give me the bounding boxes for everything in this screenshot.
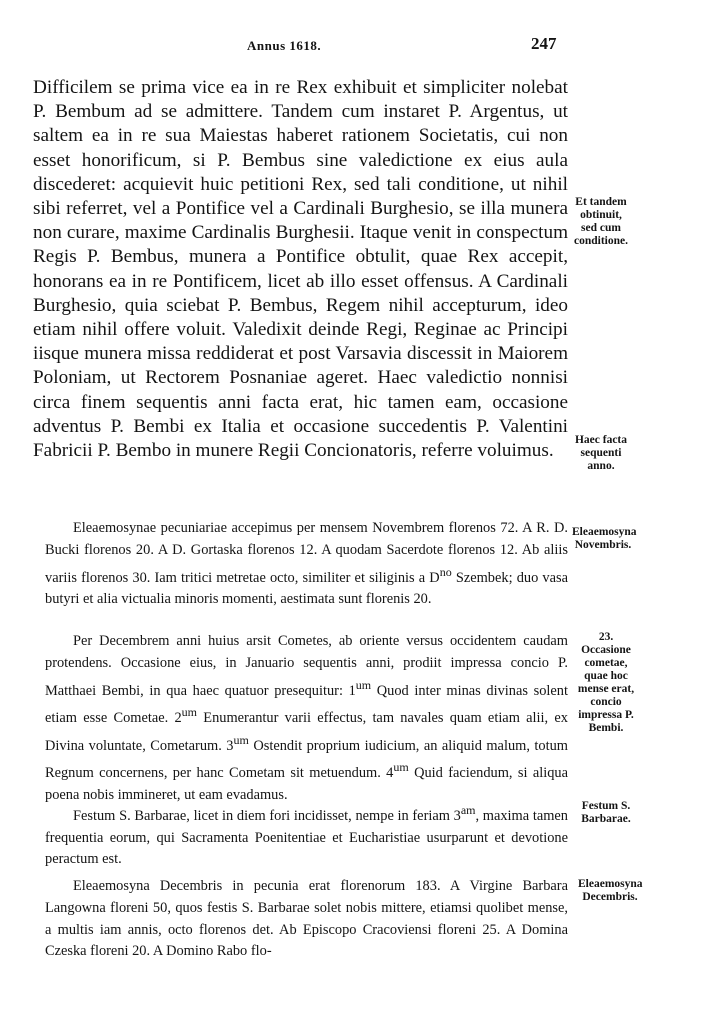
paragraph-eleemosynae-novembris — [45, 518, 568, 611]
margin-note-eleemosyna-decembris: Eleaemosyna Decembris. — [578, 878, 643, 903]
paragraph-cometes — [45, 631, 568, 807]
page-number: 247 — [531, 34, 557, 53]
paragraph-festum-barbarae — [45, 800, 568, 871]
main-paragraph: Difficilem se prima vice ea in re Rex exhibuit et simpliciter nolebat P. Bembum ad se admittere. Tandem cum instaret P. Argentus, ut saltem ea in re sua Maiestas haberet rationem Societatis, cui non esset honorificum, si P. Bembus sine valedictione ex eius aula discederet: acquievit huic petitioni Rex, sed tali conditione, ut nihil sibi referret, vel a Pontifice vel a Cardinali Burghesio, se illa munera non curare, maxime Cardinalis Burghesii. Itaque venit in conspectum Regis P. Bembus, munera a Pontifice obtulit, quae Rex accepit, honorans ea in re Pontificem, licet ab illo esset offensus. A Cardinali Burghesio, quia sciebat P. Bembus, Regem nihil accepturum, ideo etiam nihil offere voluit. Valedixit deinde Regi, Reginae ac Principi iisque munera missa reddiderat et post Varsavia discessit in Maiorem Poloniam, ut Rectorem Posnaniae ageret. Haec valedictio nonnisi circa finem sequentis anni facta erat, hic tamen eam, occasione adventus P. Bembi ex Italia et occasione succedentis P. Valentini Fabricii P. Bembo in munere Regii Concionatoris, referre voluimus. — [33, 77, 568, 462]
margin-note-cometae: 23. Occasione cometae, quae hoc mense erat, concio impressa P. Bembi. — [577, 631, 635, 734]
paragraph-text: Per Decembrem anni huius arsit Cometes, ab oriente versus occidentem caudam protendens. Occasione eius, in Januario sequentis anni, prodiit impressa concio P. Matthaei Bembi, in qua haec quatuor presequitur: $1^{um}$ Quod inter minas divinas solent etiam esse Cometae. $2^{um}$ Enumerantur varii effectus, tam navales quam etiam alii, ex Divina voluntate, Cometarum. $3^{um}$ Ostendit proprium iudicium, an aliquid malum, totum Regnum concernens, per hanc Cometam sit metuendum. $4^{um}$ Quid faciendum, si aliqua poena nobis immineret, ut eam evadamus. — [45, 633, 568, 803]
paragraph-text: Festum S. Barbarae, licet in diem fori incidisset, nempe in feriam $3^{am}$, maxima tamen frequentia eorum, qui Sacramenta Poenitentiae et Eucharistiae usurparunt et devotione peractum est. — [45, 803, 568, 868]
margin-note-eleemosyna-novembris: Eleaemosyna Novembris. — [572, 526, 637, 551]
page-header — [0, 34, 720, 56]
paragraph-eleemosyna-decembris — [45, 876, 568, 963]
paragraph-text: Eleaemosyna Decembris in pecunia erat florenorum 183. A Virgine Barbara Langowna floreni 50, quos festis S. Barbarae solet nobis mittere, etiamsi quolibet mense, a multis iam annis, octo florenos det. Ab Episcopo Cracoviensi floreni 25. A Domina Czeska floreni 20. A Domino Rabo flo- — [45, 878, 568, 960]
margin-note-et-tandem: Et tandem obtinuit, sed cum conditione. — [574, 196, 628, 247]
paragraph-text: Eleaemosynae pecuniariae accepimus per mensem Novembrem florenos 72. A R. D. Bucki florenos 20. A D. Gortaska florenos 12. A quodam Sacerdote florenos 12. Ab aliis variis florenos 30. Iam tritici metretae octo, similiter et siliginis a $D^{no}$ Szembek; duo vasa butyri et alia victualia minoris momenti, aestimata sunt florenis 20. — [45, 520, 568, 608]
margin-note-festum-barbarae: Festum S. Barbarae. — [581, 800, 631, 825]
margin-note-haec-facta: Haec facta sequenti anno. — [574, 434, 628, 472]
main-text-block — [33, 76, 568, 463]
running-head: Annus 1618. — [247, 38, 322, 53]
